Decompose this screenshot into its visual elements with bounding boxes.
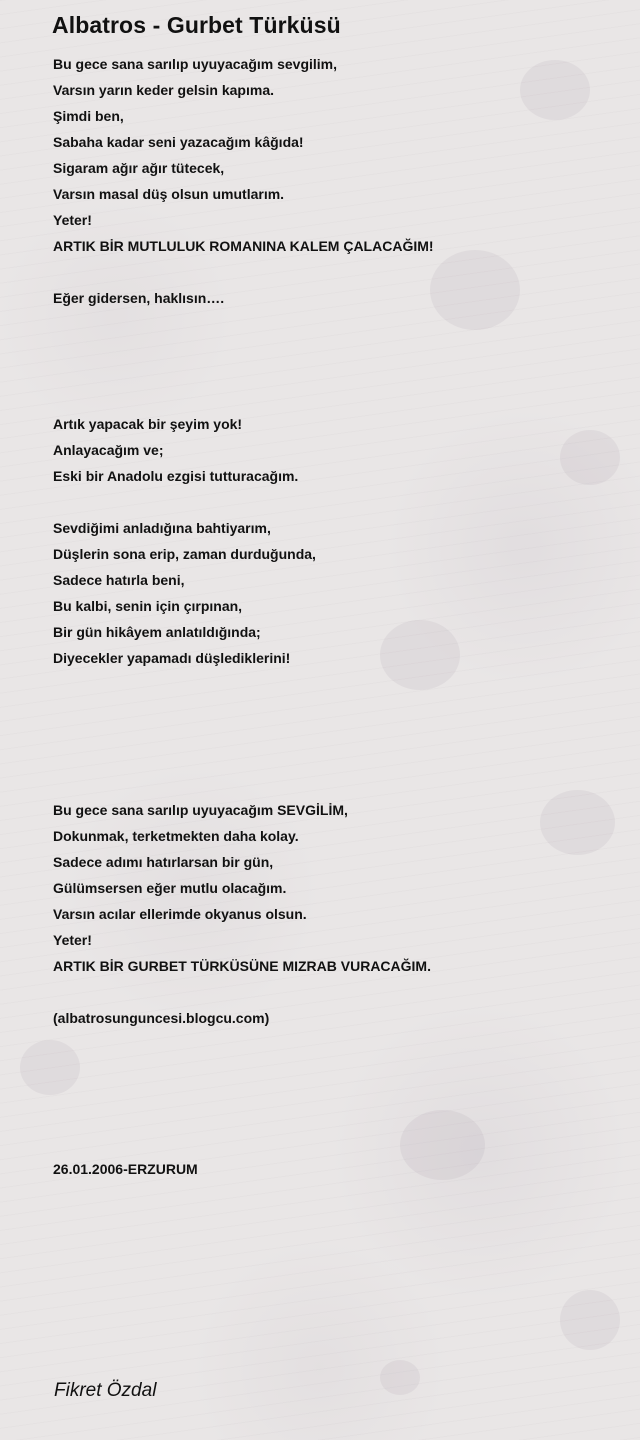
- poem-line: Eğer gidersen, haklısın….: [53, 290, 225, 306]
- poem-line: Sabaha kadar seni yazacağım kâğıda!: [53, 134, 304, 150]
- poem-line: Bu gece sana sarılıp uyuyacağım sevgilim,: [53, 56, 338, 72]
- background-blot: [430, 250, 520, 330]
- background-blot: [20, 1040, 80, 1095]
- poem-line: Varsın yarın keder gelsin kapıma.: [53, 82, 274, 98]
- background-blot: [540, 790, 615, 855]
- poem-line: Düşlerin sona erip, zaman durduğunda,: [53, 546, 316, 562]
- poem-line: Varsın acılar ellerimde okyanus olsun.: [53, 906, 307, 922]
- poem-line: Eski bir Anadolu ezgisi tutturacağım.: [53, 468, 299, 484]
- poem-title: Albatros - Gurbet Türküsü: [52, 12, 341, 38]
- poem-line: Sadece hatırla beni,: [53, 572, 185, 588]
- poem-line: Artık yapacak bir şeyim yok!: [53, 416, 243, 432]
- poem-line: Dokunmak, terketmekten daha kolay.: [53, 828, 299, 844]
- poem-line: ARTIK BİR GURBET TÜRKÜSÜNE MIZRAB VURACAĞIM.: [53, 958, 431, 974]
- source-note: (albatrosunguncesi.blogcu.com): [53, 1010, 270, 1026]
- poem-line: Varsın masal düş olsun umutlarım.: [53, 186, 285, 202]
- poem-line: Yeter!: [53, 932, 92, 948]
- poem-line: Sevdiğimi anladığına bahtiyarım,: [53, 520, 271, 536]
- poem-line: Sadece adımı hatırlarsan bir gün,: [53, 854, 274, 870]
- poem-line: Diyecekler yapamadı düşlediklerini!: [53, 650, 291, 666]
- background-blot: [400, 1110, 485, 1180]
- poem-line: Bu gece sana sarılıp uyuyacağım SEVGİLİM,: [53, 802, 348, 818]
- date-location: 26.01.2006-ERZURUM: [53, 1161, 198, 1177]
- background-blot: [520, 60, 590, 120]
- poem-line: Bir gün hikâyem anlatıldığında;: [53, 624, 261, 640]
- background-blot: [380, 1360, 420, 1395]
- poem-line: ARTIK BİR MUTLULUK ROMANINA KALEM ÇALACAĞIM!: [53, 238, 434, 254]
- background-blot: [380, 620, 460, 690]
- author-name: Fikret Özdal: [54, 1380, 157, 1401]
- poem-line: Gülümsersen eğer mutlu olacağım.: [53, 880, 287, 896]
- background-blot: [560, 430, 620, 485]
- poem-line: Sigaram ağır ağır tütecek,: [53, 160, 225, 176]
- poem-line: Şimdi ben,: [53, 108, 124, 124]
- background-blot: [560, 1290, 620, 1350]
- poem-line: Yeter!: [53, 212, 92, 228]
- poem-line: Anlayacağım ve;: [53, 442, 164, 458]
- poem-line: Bu kalbi, senin için çırpınan,: [53, 598, 243, 614]
